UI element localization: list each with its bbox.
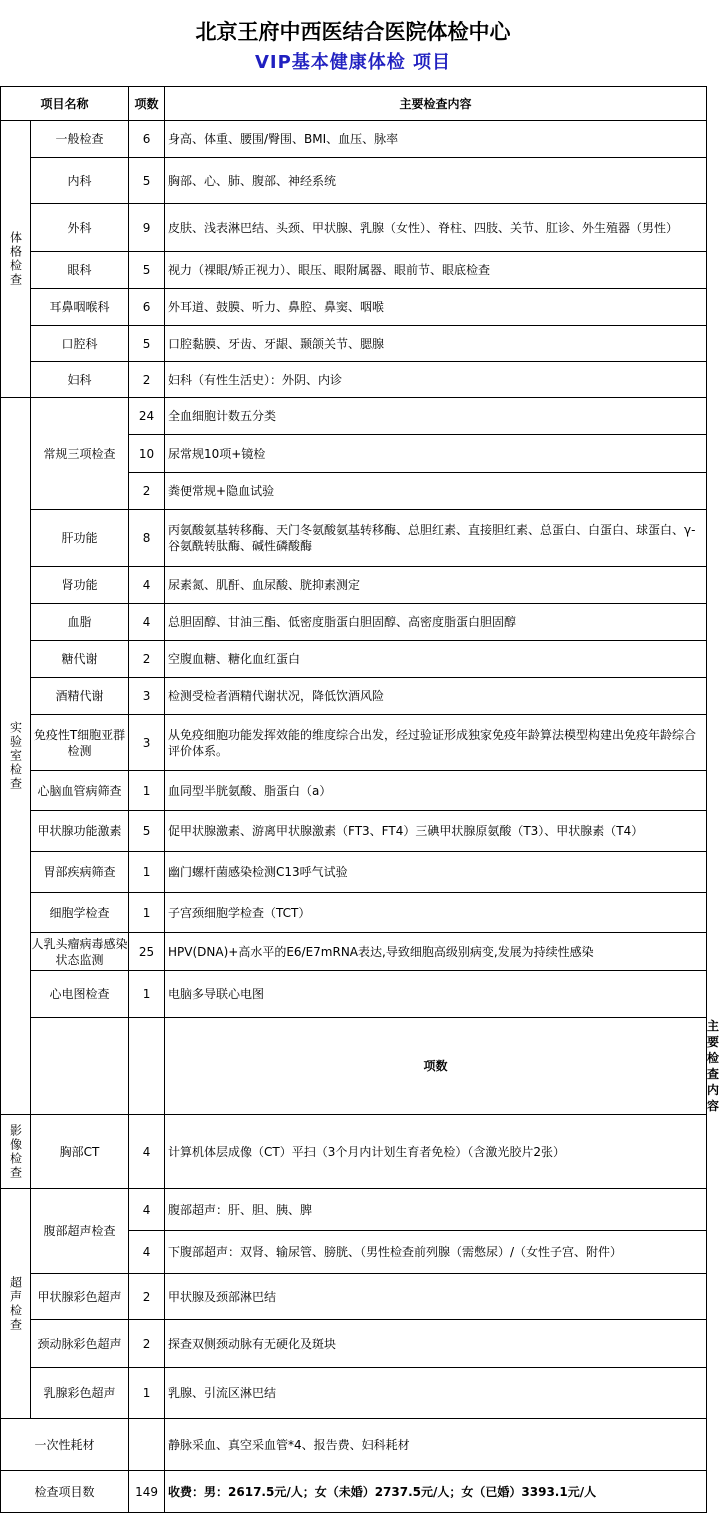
table-row-total [1, 1471, 707, 1513]
item-name: 心电图检查 [31, 971, 129, 1018]
table-row [1, 1189, 707, 1231]
item-name: 耳鼻咽喉科 [31, 289, 129, 326]
item-name: 胸部CT [31, 1115, 129, 1189]
item-count: 1 [129, 971, 165, 1018]
item-name: 常规三项检查 [31, 398, 129, 510]
group-physical [1, 121, 31, 398]
exam-table [0, 86, 719, 1513]
item-name: 细胞学检查 [31, 893, 129, 933]
item-name: 心脑血管病筛查 [31, 771, 129, 811]
total-count: 149 [129, 1471, 165, 1513]
item-content: 从免疫细胞功能发挥效能的维度综合出发，经过验证形成独家免疫年龄算法模型构建出免疫年龄综合评价体系。 [165, 715, 707, 771]
item-count [129, 1419, 165, 1471]
item-content: 空腹血糖、糖化血红蛋白 [165, 641, 707, 678]
item-count: 2 [129, 362, 165, 398]
header2-blank [31, 1018, 129, 1115]
item-content: 胸部、心、肺、腹部、神经系统 [165, 158, 707, 204]
item-name: 一般检查 [31, 121, 129, 158]
item-name: 甲状腺功能激素 [31, 811, 129, 852]
table-row [1, 289, 707, 326]
item-name: 酒精代谢 [31, 678, 129, 715]
item-count: 25 [129, 933, 165, 971]
table-row [1, 1368, 707, 1419]
group-ultrasound [1, 1189, 31, 1419]
item-content: 粪便常规+隐血试验 [165, 473, 707, 510]
table-row [1, 771, 707, 811]
table-row [1, 852, 707, 893]
item-count: 5 [129, 326, 165, 362]
item-name: 肾功能 [31, 567, 129, 604]
item-content: 丙氨酸氨基转移酶、天门冬氨酸氨基转移酶、总胆红素、直接胆红素、总蛋白、白蛋白、球蛋白、γ-谷氨酰转肽酶、碱性磷酸酶 [165, 510, 707, 567]
item-count: 4 [129, 1189, 165, 1231]
item-count: 1 [129, 771, 165, 811]
item-content: 视力（裸眼/矫正视力）、眼压、眼附属器、眼前节、眼底检查 [165, 252, 707, 289]
item-name: 乳腺彩色超声 [31, 1368, 129, 1419]
item-count: 3 [129, 715, 165, 771]
item-content: 总胆固醇、甘油三酯、低密度脂蛋白胆固醇、高密度脂蛋白胆固醇 [165, 604, 707, 641]
group-imaging-label: 影像检查 [8, 1123, 23, 1180]
item-content: 血同型半胱氨酸、脂蛋白（a） [165, 771, 707, 811]
item-name: 人乳头瘤病毒感染状态监测 [31, 933, 129, 971]
table-row [1, 604, 707, 641]
item-name: 血脂 [31, 604, 129, 641]
item-name: 糖代谢 [31, 641, 129, 678]
item-content: 下腹部超声：双肾、输尿管、膀胱、（男性检查前列腺（需憋尿）/（女性子宫、附件） [165, 1231, 707, 1274]
item-content: 妇科（有性生活史）：外阴、内诊 [165, 362, 707, 398]
item-content: 甲状腺及颈部淋巴结 [165, 1274, 707, 1320]
item-content: 腹部超声：肝、胆、胰、脾 [165, 1189, 707, 1231]
item-name: 甲状腺彩色超声 [31, 1274, 129, 1320]
table-row [1, 933, 707, 971]
group-physical-label: 体格检查 [8, 231, 23, 287]
item-content: 计算机体层成像（CT）平扫（3个月内计划生育者免检）（含激光胶片2张） [165, 1115, 707, 1189]
item-count: 6 [129, 121, 165, 158]
item-content: 电脑多导联心电图 [165, 971, 707, 1018]
item-count: 6 [129, 289, 165, 326]
item-content: 乳腺、引流区淋巴结 [165, 1368, 707, 1419]
item-content: 口腔黏膜、牙齿、牙龈、颞颌关节、腮腺 [165, 326, 707, 362]
item-count: 5 [129, 252, 165, 289]
item-name: 内科 [31, 158, 129, 204]
item-name: 眼科 [31, 252, 129, 289]
item-content: 幽门螺杆菌感染检测C13呼气试验 [165, 852, 707, 893]
table-row [1, 811, 707, 852]
table-row [1, 362, 707, 398]
table-row [1, 252, 707, 289]
item-content: 子宫颈细胞学检查（TCT） [165, 893, 707, 933]
table-row [1, 678, 707, 715]
item-count: 4 [129, 1231, 165, 1274]
table-header-row [1, 87, 707, 121]
item-name: 肝功能 [31, 510, 129, 567]
table-row [1, 641, 707, 678]
group-lab-label: 实验室检查 [8, 721, 23, 791]
table-row [1, 1320, 707, 1368]
table-row [1, 204, 707, 252]
item-count: 8 [129, 510, 165, 567]
item-count: 9 [129, 204, 165, 252]
table-row [1, 1419, 707, 1471]
item-content: 促甲状腺激素、游离甲状腺激素（FT3、FT4）三碘甲状腺原氨酸（T3）、甲状腺素（T4） [165, 811, 707, 852]
item-count: 3 [129, 678, 165, 715]
item-count: 2 [129, 473, 165, 510]
item-content: 全血细胞计数五分类 [165, 398, 707, 435]
item-count: 5 [129, 811, 165, 852]
item-count: 1 [129, 893, 165, 933]
item-count: 2 [129, 1274, 165, 1320]
item-content: 外耳道、鼓膜、听力、鼻腔、鼻窦、咽喉 [165, 289, 707, 326]
group-ultrasound-label: 超声检查 [8, 1275, 23, 1332]
page-title: 北京王府中西医结合医院体检中心 [195, 19, 511, 44]
item-name: 口腔科 [31, 326, 129, 362]
item-count: 10 [129, 435, 165, 473]
item-count: 1 [129, 1368, 165, 1419]
total-price: 收费：男：2617.5元/人；女（未婚）2737.5元/人；女（已婚）3393.1元/人 [165, 1471, 707, 1513]
header2-count: 项数 [165, 1018, 707, 1115]
item-content: 尿常规10项+镜检 [165, 435, 707, 473]
header-count: 项数 [129, 87, 165, 121]
item-content: 检测受检者酒精代谢状况，降低饮酒风险 [165, 678, 707, 715]
item-name: 腹部超声检查 [31, 1189, 129, 1274]
item-content: 尿素氮、肌酐、血尿酸、胱抑素测定 [165, 567, 707, 604]
table-row [1, 567, 707, 604]
item-name: 一次性耗材 [1, 1419, 129, 1471]
item-content: 探查双侧颈动脉有无硬化及斑块 [165, 1320, 707, 1368]
item-count: 4 [129, 567, 165, 604]
item-name: 胃部疾病筛查 [31, 852, 129, 893]
item-count: 24 [129, 398, 165, 435]
group-imaging [1, 1115, 31, 1189]
header2-blank [129, 1018, 165, 1115]
group-lab [1, 398, 31, 1115]
table-row [1, 121, 707, 158]
item-content: 静脉采血、真空采血管*4、报告费、妇科耗材 [165, 1419, 707, 1471]
item-count: 2 [129, 1320, 165, 1368]
table-row [1, 510, 707, 567]
header-name: 项目名称 [1, 87, 129, 121]
item-name: 妇科 [31, 362, 129, 398]
item-content: HPV(DNA)+高水平的E6/E7mRNA表达,导致细胞高级别病变,发展为持续性感染 [165, 933, 707, 971]
item-name: 颈动脉彩色超声 [31, 1320, 129, 1368]
item-name: 免疫性T细胞亚群检测 [31, 715, 129, 771]
item-count: 5 [129, 158, 165, 204]
header-content: 主要检查内容 [165, 87, 707, 121]
table-row [1, 893, 707, 933]
item-count: 2 [129, 641, 165, 678]
table-row [1, 326, 707, 362]
item-count: 4 [129, 604, 165, 641]
item-count: 4 [129, 1115, 165, 1189]
table-row [1, 398, 707, 435]
total-label: 检查项目数 [1, 1471, 129, 1513]
table-header-row-2: 项数 主要检查内容 [1, 1018, 707, 1115]
page-subtitle: VIP基本健康体检 项目 [254, 52, 452, 73]
item-count: 1 [129, 852, 165, 893]
item-content: 皮肤、浅表淋巴结、头颈、甲状腺、乳腺（女性）、脊柱、四肢、关节、肛诊、外生殖器（男性） [165, 204, 707, 252]
table-row [1, 971, 707, 1018]
table-row [1, 1274, 707, 1320]
table-row [1, 715, 707, 771]
item-content: 身高、体重、腰围/臀围、BMI、血压、脉率 [165, 121, 707, 158]
table-row [1, 1115, 707, 1189]
item-name: 外科 [31, 204, 129, 252]
table-row [1, 158, 707, 204]
